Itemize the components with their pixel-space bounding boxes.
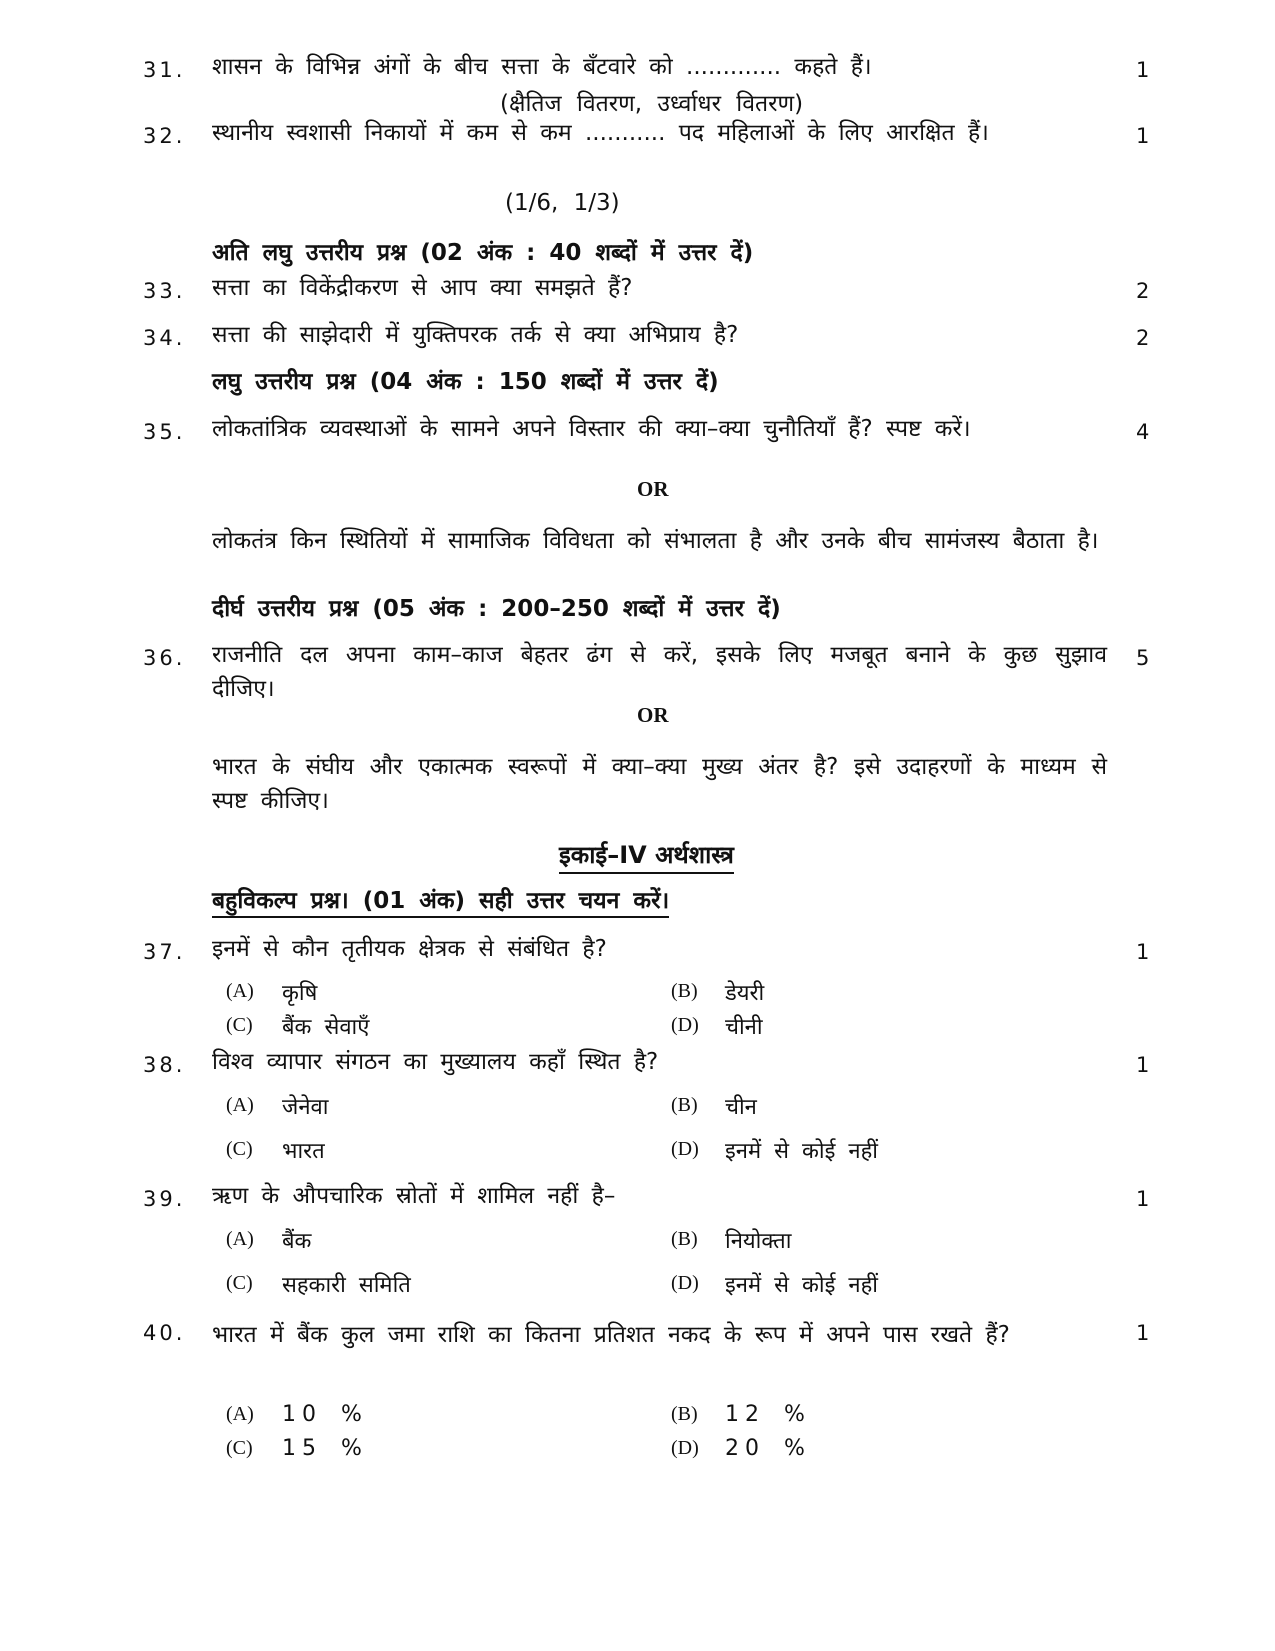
question-39-text: ऋण के औपचारिक स्रोतों में शामिल नहीं है–	[212, 1183, 616, 1209]
question-37-text: इनमें से कौन तृतीयक क्षेत्रक से संबंधित है?	[212, 936, 607, 962]
question-35-text: लोकतांत्रिक व्यवस्थाओं के सामने अपने विस्तार की क्या–क्या चुनौतियाँ हैं? स्पष्ट करें।	[212, 416, 971, 442]
q38-option-b-text: चीन	[725, 1095, 757, 1120]
q39-option-d-text: इनमें से कोई नहीं	[725, 1273, 879, 1298]
q37-option-a-text: कृषि	[282, 981, 318, 1006]
q38-option-c-letter: (C)	[226, 1138, 253, 1160]
question-35-or: OR	[637, 477, 669, 501]
q39-option-b-letter: (B)	[671, 1228, 698, 1250]
question-31-number: 31.	[143, 58, 186, 82]
q40-option-d-text: 20 %	[725, 1436, 811, 1461]
question-32-text: स्थानीय स्वशासी निकायों में कम से कम ........... पद महिलाओं के लिए आरक्षित हैं।	[212, 120, 989, 146]
q39-option-b-text: नियोक्ता	[725, 1229, 792, 1254]
question-38-text: विश्व व्यापार संगठन का मुख्यालय कहाँ स्थित है?	[212, 1049, 659, 1075]
q37-option-c-letter: (C)	[226, 1014, 253, 1036]
q38-option-b-letter: (B)	[671, 1094, 698, 1116]
question-40-number: 40.	[143, 1321, 186, 1345]
question-38-marks: 1	[1136, 1053, 1150, 1077]
q40-option-d-letter: (D)	[671, 1437, 699, 1459]
question-36-or: OR	[637, 703, 669, 727]
question-36-marks: 5	[1136, 646, 1150, 670]
question-31-hint: (क्षैतिज वितरण, उर्ध्वाधर वितरण)	[500, 91, 804, 117]
q38-option-a-letter: (A)	[226, 1094, 254, 1116]
section-heading-short: लघु उत्तरीय प्रश्न (04 अंक : 150 शब्दों में उत्तर दें)	[212, 369, 719, 395]
q40-option-c-text: 15 %	[282, 1436, 368, 1461]
unit-heading: इकाई–IV अर्थशास्त्र	[559, 838, 734, 874]
question-40-text: भारत में बैंक कुल जमा राशि का कितना प्रतिशत नकद के रूप में अपने पास रखते हैं?	[212, 1322, 1010, 1348]
section-heading-very-short: अति लघु उत्तरीय प्रश्न (02 अंक : 40 शब्दों में उत्तर दें)	[212, 240, 754, 266]
question-33-number: 33.	[143, 279, 186, 303]
question-31-text: शासन के विभिन्न अंगों के बीच सत्ता के बँटवारे को ............. कहते हैं।	[212, 54, 872, 80]
question-36-number: 36.	[143, 646, 186, 670]
question-37-number: 37.	[143, 940, 186, 964]
q39-option-c-letter: (C)	[226, 1272, 253, 1294]
question-35-number: 35.	[143, 420, 186, 444]
question-39-marks: 1	[1136, 1187, 1150, 1211]
q37-option-b-text: डेयरी	[725, 981, 765, 1006]
section-heading-long: दीर्घ उत्तरीय प्रश्न (05 अंक : 200–250 शब्दों में उत्तर दें)	[212, 596, 781, 622]
question-36-text: राजनीति दल अपना काम–काज बेहतर ढंग से करें, इसके लिए मजबूत बनाने के कुछ सुझाव दीजिए।	[212, 642, 1107, 702]
question-32-number: 32.	[143, 124, 186, 148]
q40-option-b-letter: (B)	[671, 1403, 698, 1425]
q39-option-a-text: बैंक	[282, 1229, 312, 1254]
q38-option-d-letter: (D)	[671, 1138, 699, 1160]
question-40-marks: 1	[1136, 1321, 1150, 1345]
question-35-alternative: लोकतंत्र किन स्थितियों में सामाजिक विविधता को संभालता है और उनके बीच सामंजस्य बैठाता है।	[212, 528, 1099, 554]
q40-option-b-text: 12 %	[725, 1402, 811, 1427]
question-34-number: 34.	[143, 326, 186, 350]
question-35-marks: 4	[1136, 420, 1150, 444]
question-38-number: 38.	[143, 1053, 186, 1077]
q40-option-a-letter: (A)	[226, 1403, 254, 1425]
q40-option-c-letter: (C)	[226, 1437, 253, 1459]
question-37-marks: 1	[1136, 940, 1150, 964]
mcq-section-heading: बहुविकल्प प्रश्न। (01 अंक) सही उत्तर चयन करें।	[212, 883, 669, 918]
q37-option-d-letter: (D)	[671, 1014, 699, 1036]
q38-option-d-text: इनमें से कोई नहीं	[725, 1139, 879, 1164]
question-39-number: 39.	[143, 1187, 186, 1211]
question-34-text: सत्ता की साझेदारी में युक्तिपरक तर्क से क्या अभिप्राय है?	[212, 322, 739, 348]
q38-option-c-text: भारत	[282, 1139, 325, 1164]
q37-option-c-text: बैंक सेवाएँ	[282, 1015, 370, 1040]
question-33-text: सत्ता का विकेंद्रीकरण से आप क्या समझते हैं?	[212, 275, 633, 301]
question-32-marks: 1	[1136, 124, 1150, 148]
q38-option-a-text: जेनेवा	[282, 1095, 329, 1120]
question-36-alternative: भारत के संघीय और एकात्मक स्वरूपों में क्या–क्या मुख्य अंतर है? इसे उदाहरणों के माध्यम से स्पष्ट कीजिए।	[212, 754, 1107, 814]
question-31-marks: 1	[1136, 58, 1150, 82]
q37-option-a-letter: (A)	[226, 980, 254, 1002]
q39-option-c-text: सहकारी समिति	[282, 1273, 411, 1298]
question-33-marks: 2	[1136, 279, 1150, 303]
q39-option-d-letter: (D)	[671, 1272, 699, 1294]
question-34-marks: 2	[1136, 326, 1150, 350]
q40-option-a-text: 10 %	[282, 1402, 368, 1427]
q37-option-b-letter: (B)	[671, 980, 698, 1002]
question-32-hint: (1/6, 1/3)	[505, 190, 620, 216]
q37-option-d-text: चीनी	[725, 1015, 763, 1040]
q39-option-a-letter: (A)	[226, 1228, 254, 1250]
